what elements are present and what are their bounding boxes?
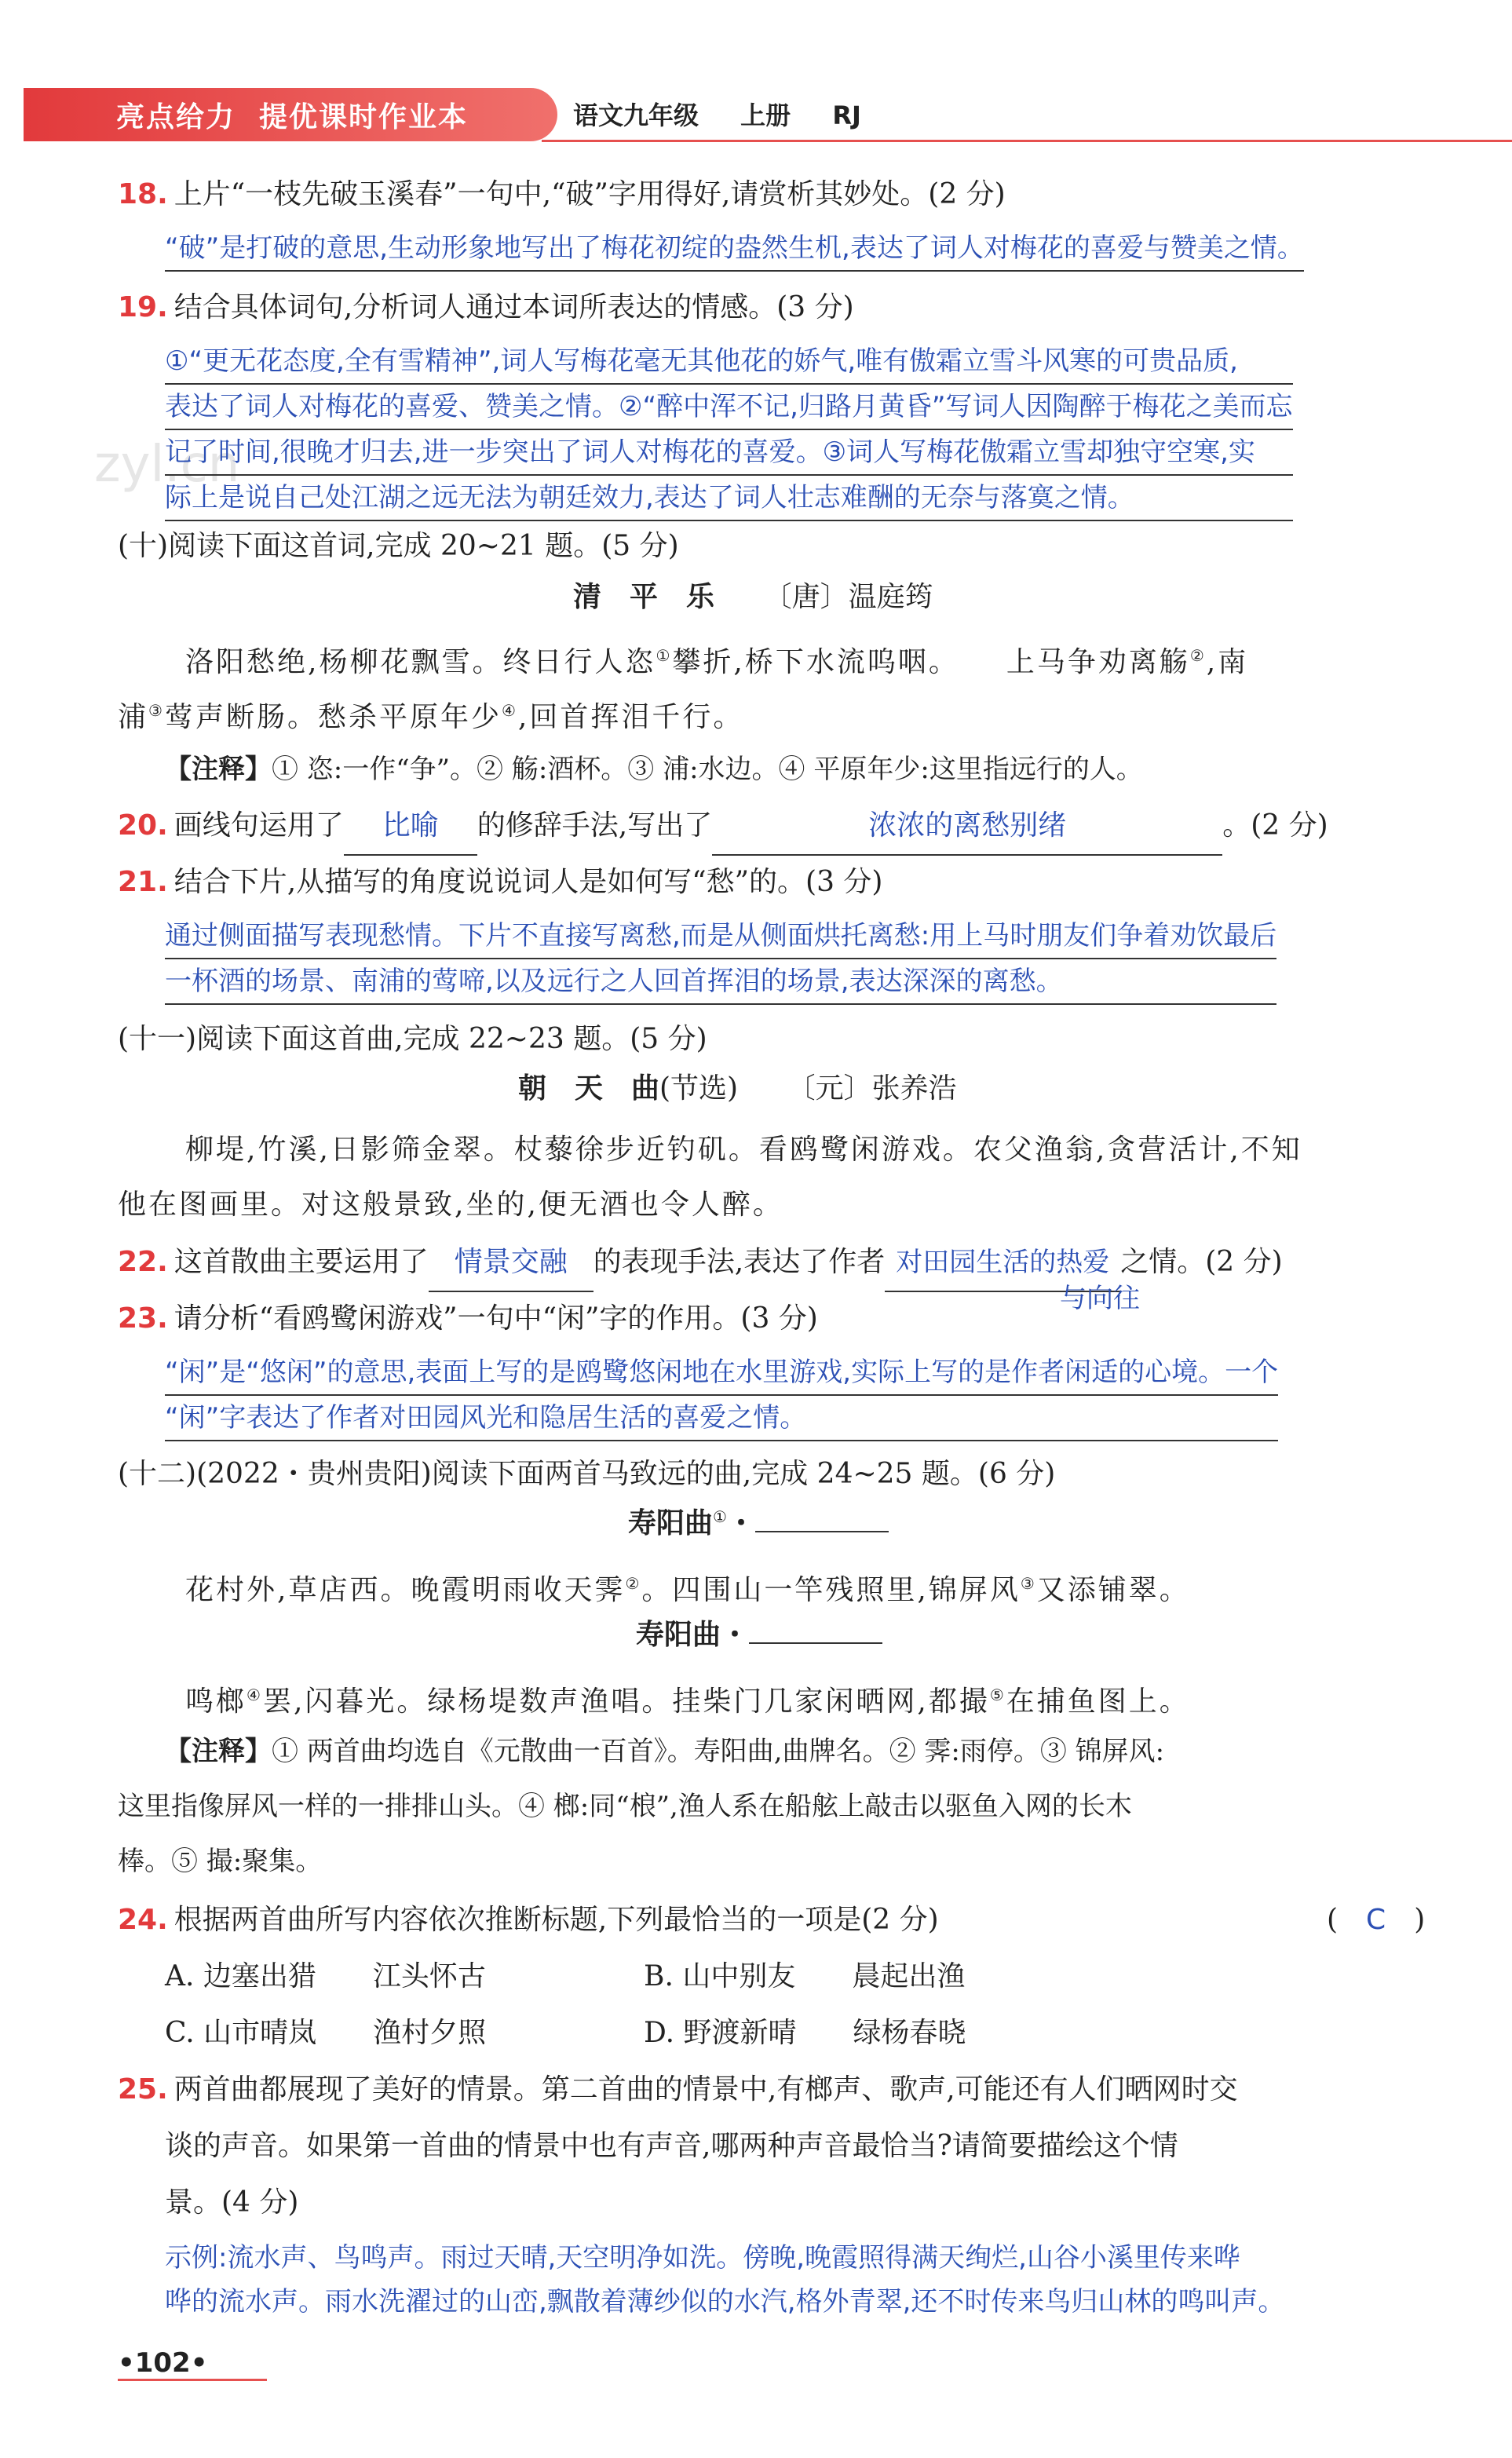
section-12-heading: (十二)(2022・贵州贵阳)阅读下面两首马致远的曲,完成 24~25 题。(6 分) [118, 1458, 1056, 1490]
answer-18 [165, 226, 1304, 272]
answer-line: “破”是打破的意思,生动形象地写出了梅花初绽的盎然生机,表达了词人对梅花的喜爱与赞美之情。 [165, 226, 1304, 272]
poem-author: 〔唐〕温庭筠 [763, 581, 933, 613]
edition: RJ [832, 100, 861, 130]
option-a: A. 边塞出猎 江头怀古 [165, 1960, 486, 1992]
answer-19 [165, 339, 1293, 521]
poem-body-line2: 他在图画里。对这般景致,坐的,便无酒也令人醉。 [118, 1189, 783, 1221]
series-name: 提优课时作业本 [259, 100, 469, 133]
answer-25: 示例:流水声、鸟鸣声。雨过天晴,天空明净如洗。傍晚,晚霞照得满天绚烂,山谷小溪里传来哗 哗的流水声。雨水洗濯过的山峦,飘散着薄纱似的水汽,格外青翠,还不时传来鸟归山林的鸣叫声。 [165, 2242, 1285, 2317]
answer-23: “闲”是“悠闲”的意思,表面上写的是鸥鹭悠闲地在水里游戏,实际上写的是作者闲适的心境。一个 “闲”字表达了作者对田园风光和隐居生活的喜爱之情。 [165, 1350, 1278, 1441]
answer-blank: 情景交融 [429, 1234, 593, 1292]
question-number: 19. [118, 291, 168, 323]
question-19 [118, 279, 854, 336]
brand-banner [24, 88, 557, 141]
brand-name: 亮点给力 [116, 100, 236, 133]
question-25: 25. 两首曲都展现了美好的情景。第二首曲的情景中,有榔声、歌声,可能还有人们晒网时交 [118, 2073, 1238, 2106]
poem-title-text: 清 平 乐 [573, 580, 715, 613]
answer-24: ( C ) [1327, 1904, 1426, 1936]
answer-line: 际上是说自己处江湖之远无法为朝廷效力,表达了词人壮志难酬的无奈与落寞之情。 [165, 476, 1293, 521]
answer-line: 表达了词人对梅花的喜爱、赞美之情。②“醉中浑不记,归路月黄昏”写词人因陶醉于梅花之美而忘 [165, 385, 1293, 430]
option-d: D. 野渡新晴 绿杨春晓 [644, 2017, 966, 2049]
question-25-line3: 景。(4 分) [165, 2186, 299, 2219]
question-21: 21. 结合下片,从描写的角度说说词人是如何写“愁”的。(3 分) [118, 866, 883, 898]
subject: 语文九年级 [573, 100, 699, 130]
poem-title-1: 寿阳曲①・ [628, 1501, 889, 1541]
question-22: 22. 这首散曲主要运用了 情景交融 的表现手法,表达了作者 对田园生活的热爱 之情。(2 分) [118, 1234, 1283, 1292]
poem-body: 柳堤,竹溪,日影筛金翠。杖藜徐步近钓矶。看鸥鹭闲游戏。农父渔翁,贪营活计,不知 [185, 1134, 1302, 1166]
question-number: 18. [118, 178, 168, 210]
question-text: 结合具体词句,分析词人通过本词所表达的情感。(3 分) [173, 291, 854, 323]
question-20: 20. 画线句运用了 比喻 的修辞手法,写出了 浓浓的离愁别绪 。(2 分) [118, 798, 1328, 856]
answer-21: 通过侧面描写表现愁情。下片不直接写离愁,而是从侧面烘托离愁:用上马时朋友们争着劝饮最后 一杯酒的场景、南浦的莺啼,以及远行之人回首挥泪的场景,表达深深的离愁。 [165, 914, 1276, 1005]
answer-blank: 比喻 [344, 798, 477, 856]
question-25-line2: 谈的声音。如果第一首曲的情景中也有声音,哪两种声音最恰当?请简要描绘这个情 [165, 2130, 1178, 2162]
annotation-12: 【注释】① 两首曲均选自《元散曲一百首》。寿阳曲,曲牌名。② 霁:雨停。③ 锦屏风: 这里指像屏风一样的一排排山头。④ 榔:同“桹”,渔人系在船舷上敲击以驱鱼入网的长木 棒。⑤ 撮:聚集。 [118, 1736, 1165, 1877]
header-rule [542, 140, 1512, 142]
question-24: 24. 根据两首曲所写内容依次推断标题,下列最恰当的一项是(2 分) [118, 1904, 939, 1936]
poem-body-line2: 浦③莺声断肠。愁杀平原年少④,回首挥泪千行。 [118, 701, 744, 733]
question-text: 上片“一枝先破玉溪春”一句中,“破”字用得好,请赏析其妙处。(2 分) [173, 178, 1006, 210]
poem-body: 洛阳愁绝,杨柳花飘雪。终日行人恣①攀折,桥下水流呜咽。 上马争劝离觞②,南 [185, 646, 1249, 678]
option-c: C. 山市晴岚 渔村夕照 [165, 2017, 487, 2049]
question-23: 23. 请分析“看鸥鹭闲游戏”一句中“闲”字的作用。(3 分) [118, 1302, 818, 1335]
poem-body-2: 鸣榔④罢,闪暮光。绿杨堤数声渔唱。挂柴门几家闲晒网,都撮⑤在捕鱼图上。 [185, 1686, 1190, 1718]
book-info [573, 96, 894, 132]
option-b: B. 山中别友 晨起出渔 [644, 1960, 966, 1992]
page-number: •102• [118, 2347, 208, 2379]
answer-blank: 浓浓的离愁别绪 [712, 798, 1222, 856]
section-11-heading: (十一)阅读下面这首曲,完成 22~23 题。(5 分) [118, 1023, 707, 1055]
footer-rule [118, 2379, 267, 2381]
watermark: zyl.cn [94, 436, 240, 494]
volume: 上册 [740, 100, 791, 130]
poem-title: 朝 天 曲(节选) 〔元〕张养浩 [518, 1072, 957, 1105]
poem-title [573, 575, 933, 615]
question-18 [118, 166, 1006, 223]
answer-blank: 对田园生活的热爱 [885, 1234, 1120, 1292]
annotation: 【注释】① 恣:一作“争”。② 觞:酒杯。③ 浦:水边。④ 平原年少:这里指远行的人。 [165, 754, 1143, 785]
poem-body-1: 花村外,草店西。晚霞明雨收天霁②。四围山一竿残照里,锦屏风③又添铺翠。 [185, 1574, 1190, 1606]
page-header [24, 88, 1492, 141]
section-10-heading: (十)阅读下面这首词,完成 20~21 题。(5 分) [118, 530, 679, 562]
answer-22-cont: 与向往 [1060, 1283, 1140, 1314]
poem-title-2: 寿阳曲・ [636, 1612, 882, 1653]
answer-line: 记了时间,很晚才归去,进一步突出了词人对梅花的喜爱。③词人写梅花傲霜立雪却独守空寒,实 [165, 430, 1293, 476]
answer-line: ①“更无花态度,全有雪精神”,词人写梅花毫无其他花的娇气,唯有傲霜立雪斗风寒的可贵品质, [165, 339, 1293, 385]
